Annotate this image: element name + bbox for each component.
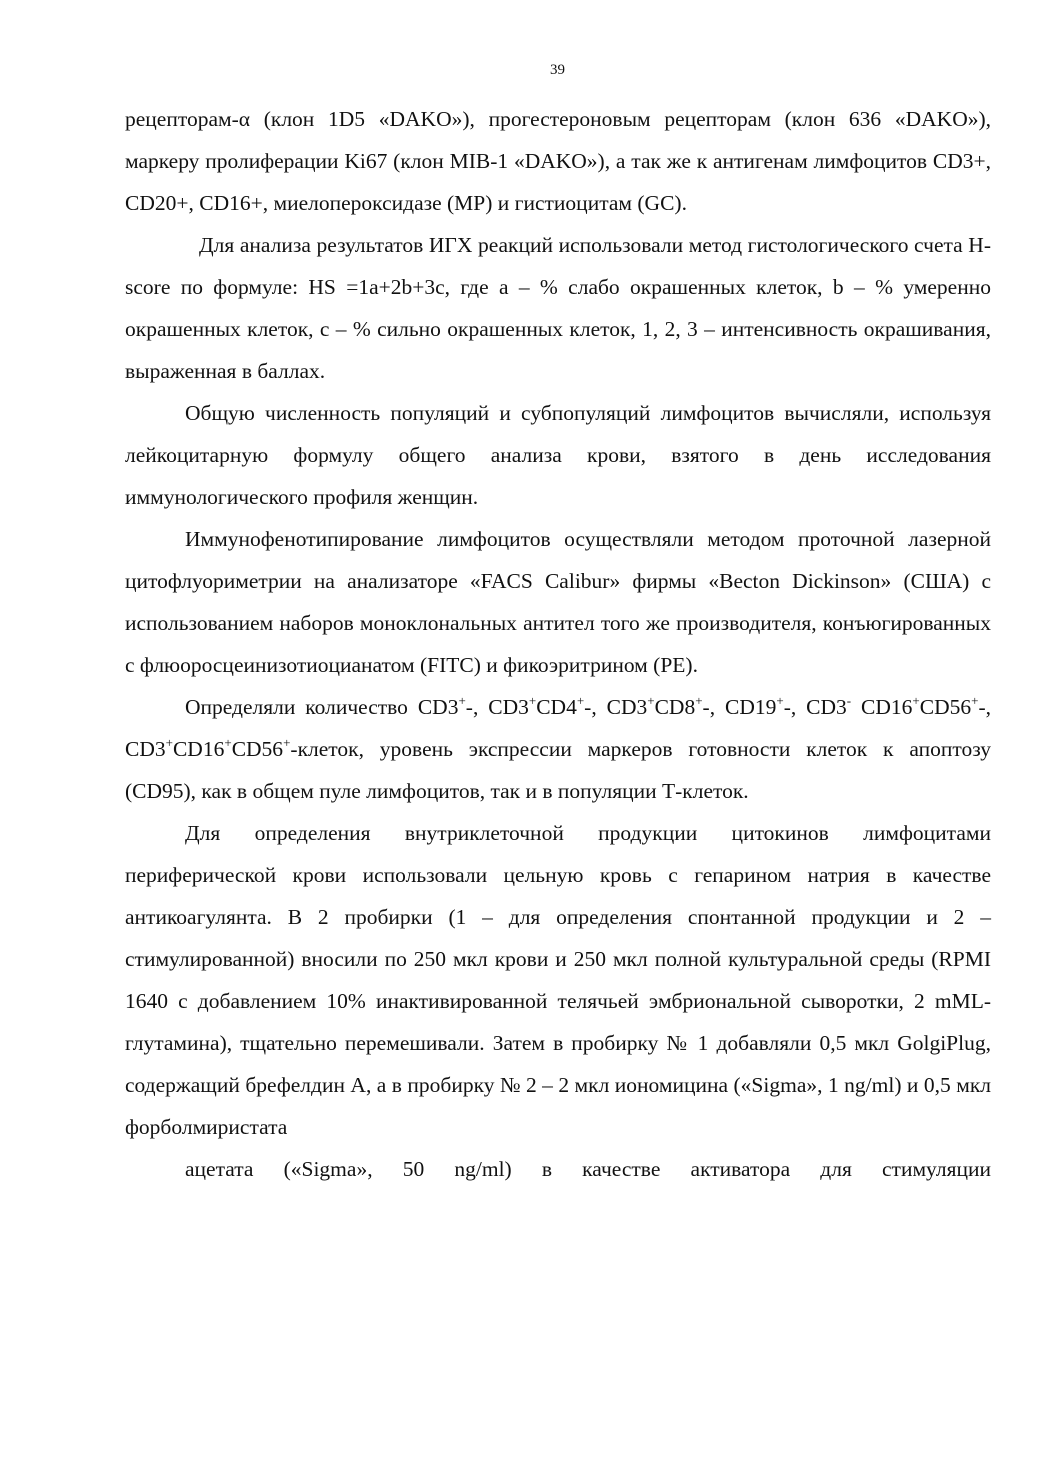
- paragraph-cd-markers: [125, 686, 991, 812]
- cd-superscript: -: [846, 693, 852, 708]
- cd-text: -, CD3: [125, 695, 991, 761]
- document-body: [125, 98, 991, 1190]
- page-number: 39: [550, 62, 565, 78]
- cd-text: -, CD19: [702, 695, 777, 719]
- cd-text: -, CD3: [584, 695, 648, 719]
- cd-text: CD16: [861, 695, 913, 719]
- cd-text: -, CD3: [465, 695, 529, 719]
- cd-text: CD16: [172, 737, 225, 761]
- cd-superscript: +: [912, 693, 920, 708]
- cd-text: -, CD3: [783, 695, 847, 719]
- cd-superscript: +: [776, 693, 784, 708]
- paragraph-cytokines: [125, 812, 991, 1190]
- cd-superscript: +: [458, 693, 466, 708]
- cd-text: CD56: [231, 737, 284, 761]
- cd-superscript: +: [695, 693, 703, 708]
- cd-superscript: +: [576, 693, 585, 708]
- cd-superscript: +: [165, 735, 173, 750]
- paragraph-markers: рецепторам-α (клон 1D5 «DAKO»), прогестероновым рецепторам (клон 636 «DAKO»), маркеру пролиферации Ki67 (клон MIB-1 «DAKO»), а так же к антигенам лимфоцитов CD3+, CD20+, CD16+, миелопероксидазе (MP) и гистиоцитам (GC).: [125, 107, 991, 215]
- cd-text: CD8: [654, 695, 696, 719]
- cd-superscript: +: [528, 693, 537, 708]
- cd-text: CD4: [536, 695, 577, 719]
- cd-superscript: +: [224, 735, 232, 750]
- cd-text: -клеток, уровень экспрессии маркеров готовности клеток к апоптозу (CD95), как в общем пуле лимфоцитов, так и в популяции Т-клеток.: [125, 737, 991, 803]
- cd-text: Определяли количество CD3: [185, 695, 459, 719]
- cd-superscript: +: [971, 693, 979, 708]
- cd-superscript: +: [283, 735, 291, 750]
- paragraph-h-score: Для анализа результатов ИГХ реакций использовали метод гистологического счета H-score по формуле: HS =1a+2b+3c, где a – % слабо окрашенных клеток, b – % умеренно окрашенных клеток, c – % сильно окрашенных клеток, 1, 2, 3 – интенсивность окрашивания, выраженная в баллах.: [125, 233, 991, 383]
- cytokines-last-line: ацетата («Sigma», 50 ng/ml) в качестве активатора для стимуляции: [185, 1157, 991, 1181]
- paragraph-immunophenotyping: Иммунофенотипирование лимфоцитов осуществляли методом проточной лазерной цитофлуориметрии на анализаторе «FACS Calibur» фирмы «Becton Dickinson» (США) с использованием наборов моноклональных антител того же производителя, конъюгированных с флюоросцеинизотиоцианатом (FITC) и фикоэритрином (PE).: [125, 527, 991, 677]
- paragraph-lymphocyte-count: Общую численность популяций и субпопуляций лимфоцитов вычисляли, используя лейкоцитарную формулу общего анализа крови, взятого в день исследования иммунологического профиля женщин.: [125, 401, 991, 509]
- cd-superscript: +: [647, 693, 655, 708]
- cd-text: CD56: [919, 695, 972, 719]
- cytokines-text: Для определения внутриклеточной продукции цитокинов лимфоцитами периферической крови использовали цельную кровь с гепарином натрия в качестве антикоагулянта. В 2 пробирки (1 – для определения спонтанной продукции и 2 – стимулированной) вносили по 250 мкл крови и 250 мкл полной культуральной среды (RPMI 1640 с добавлением 10% инактивированной телячьей эмбриональной сыворотки, 2 mML-глутамина), тщательно перемешивали. Затем в пробирку № 1 добавляли 0,5 мкл GolgiPlug, содержащий брефелдин А, а в пробирку № 2 – 2 мкл иономицина («Sigma», 1 ng/ml) и 0,5 мкл форболмиристата: [125, 821, 991, 1139]
